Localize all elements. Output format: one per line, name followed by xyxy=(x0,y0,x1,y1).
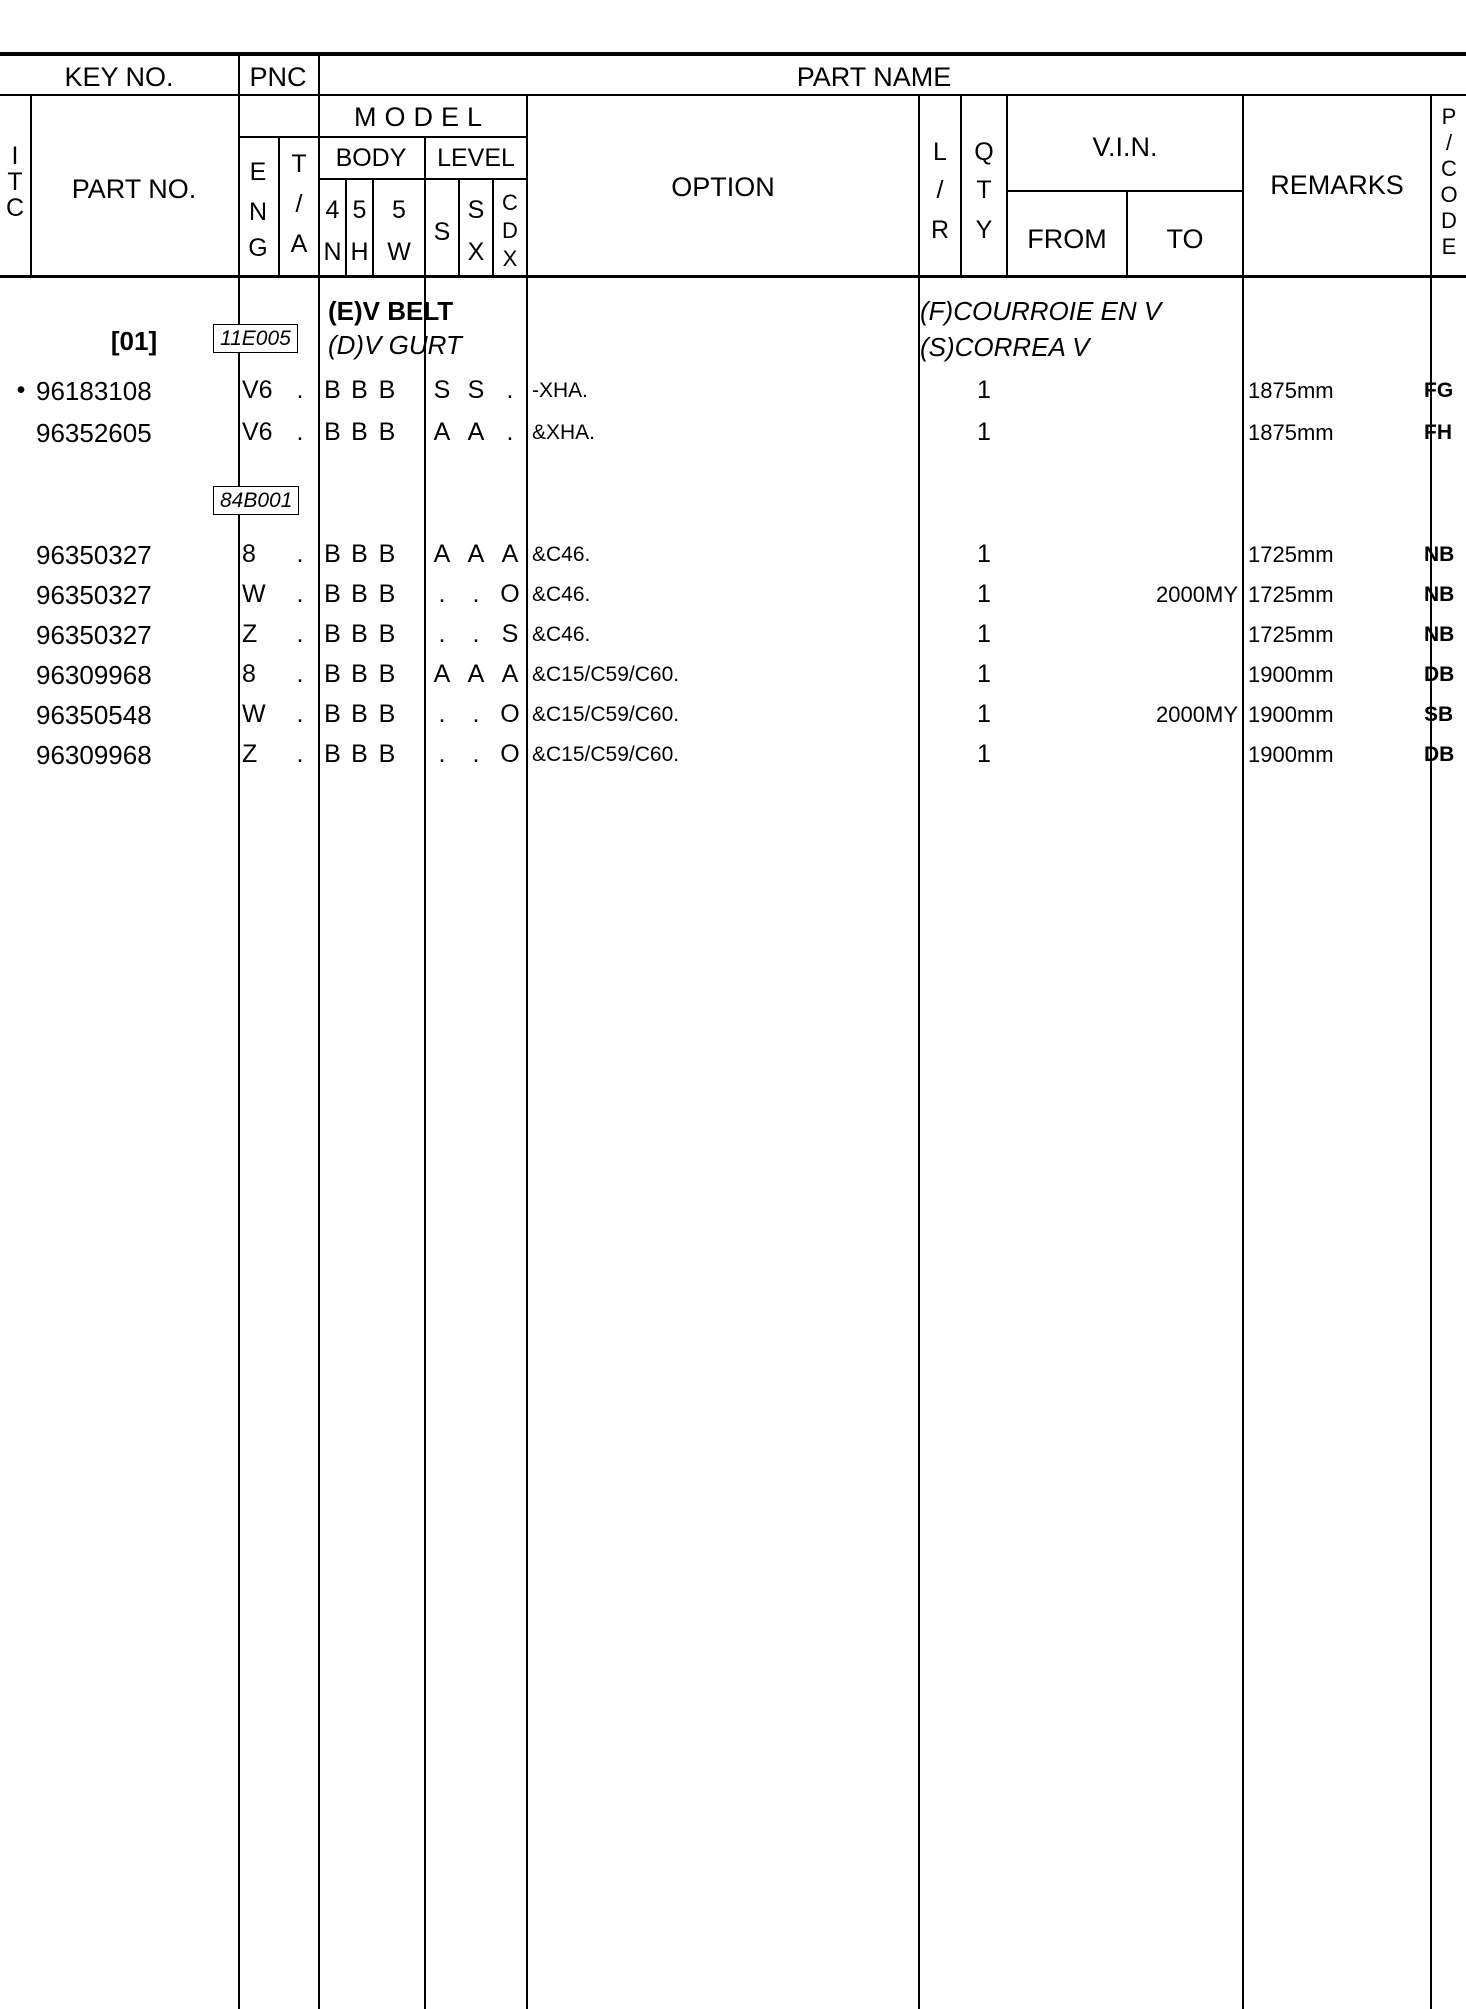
header-row1-line xyxy=(0,94,1466,96)
header-body-4: 4 xyxy=(325,196,340,224)
cell-qty: 1 xyxy=(977,418,991,446)
cell-eng: W xyxy=(242,580,266,608)
cell-b5w: B xyxy=(378,700,396,728)
cell-b5h: B xyxy=(351,580,368,608)
cell-pcode: FG xyxy=(1424,379,1454,402)
part-name-s: (S)CORREA V xyxy=(920,332,1090,362)
cell-b5h: B xyxy=(351,660,368,688)
cell-qty: 1 xyxy=(977,740,991,768)
header-pcode-5: D xyxy=(1441,208,1457,233)
cell-qty: 1 xyxy=(977,660,991,688)
pnc-box-second: 84B001 xyxy=(213,486,299,515)
cell-part: 96350327 xyxy=(36,620,152,650)
cell-ls: A xyxy=(433,418,451,446)
cell-lcdx: A xyxy=(501,660,519,688)
header-level-cdx-1: C xyxy=(502,190,518,215)
header-vin-to: TO xyxy=(1166,224,1204,254)
header-model: MODEL xyxy=(353,102,491,132)
cell-lcdx: O xyxy=(500,740,520,768)
cell-option: &C15/C59/C60. xyxy=(532,743,680,766)
col-line-remarks xyxy=(1242,94,1244,2009)
cell-b5w: B xyxy=(378,660,396,688)
cell-qty: 1 xyxy=(977,620,991,648)
cell-remarks: 1725mm xyxy=(1248,582,1334,607)
header-body-h: H xyxy=(350,238,369,266)
cell-qty: 1 xyxy=(977,700,991,728)
part-name-f: (F)COURROIE EN V xyxy=(920,296,1162,326)
header-itc-1: I xyxy=(11,142,19,170)
cell-qty: 1 xyxy=(977,540,991,568)
cell-ls: . xyxy=(438,740,446,768)
cell-pcode: NB xyxy=(1424,583,1455,606)
cell-eng: 8 xyxy=(242,660,256,688)
cell-ta: . xyxy=(296,418,304,446)
header-level-cdx-3: X xyxy=(502,246,518,271)
cell-qty: 1 xyxy=(977,580,991,608)
cell-lsx: . xyxy=(472,700,480,728)
cell-option: &C15/C59/C60. xyxy=(532,703,680,726)
cell-pcode: FH xyxy=(1424,421,1452,444)
cell-ta: . xyxy=(296,376,304,404)
header-pcode-4: O xyxy=(1440,182,1458,207)
part-name-d: (D)V GURT xyxy=(328,330,462,360)
col-line-option xyxy=(526,94,528,2009)
cell-b4n: B xyxy=(324,540,341,568)
cell-b4n: B xyxy=(324,580,341,608)
cell-to: 2000MY xyxy=(1156,582,1238,607)
header-pcode-6: E xyxy=(1441,234,1457,259)
cell-ta: . xyxy=(296,660,304,688)
cell-part: 96309968 xyxy=(36,740,152,770)
header-ta-2: / xyxy=(295,190,303,218)
cell-option: &C15/C59/C60. xyxy=(532,663,680,686)
header-key-no: KEY NO. xyxy=(64,62,174,92)
cell-remarks: 1900mm xyxy=(1248,702,1334,727)
cell-b5h: B xyxy=(351,418,368,446)
cell-lcdx: O xyxy=(500,580,520,608)
header-eng-2: N xyxy=(248,198,268,226)
header-lr-2: / xyxy=(936,176,944,204)
header-vin-from: FROM xyxy=(1027,224,1107,254)
cell-ls: . xyxy=(438,700,446,728)
cell-lcdx: O xyxy=(500,700,520,728)
header-pcode-1: P xyxy=(1441,104,1457,129)
header-qty-2: T xyxy=(976,176,992,204)
cell-b5h: B xyxy=(351,620,368,648)
col-line-lr xyxy=(918,94,920,2009)
cell-b5w: B xyxy=(378,418,396,446)
cell-remarks: 1725mm xyxy=(1248,622,1334,647)
cell-eng: 8 xyxy=(242,540,256,568)
cell-ta: . xyxy=(296,580,304,608)
header-pnc: PNC xyxy=(249,62,307,92)
cell-pcode: DB xyxy=(1424,663,1455,686)
cell-lsx: . xyxy=(472,740,480,768)
pnc-box-first: 11E005 xyxy=(213,324,298,353)
cell-b4n: B xyxy=(324,700,341,728)
cell-bullet: • xyxy=(16,376,26,404)
cell-b4n: B xyxy=(324,418,341,446)
cell-ta: . xyxy=(296,540,304,568)
cell-b4n: B xyxy=(324,660,341,688)
cell-eng: W xyxy=(242,700,266,728)
header-level-cdx-2: D xyxy=(502,218,518,243)
header-lr-3: R xyxy=(930,216,950,244)
cell-lcdx: A xyxy=(501,540,519,568)
header-level-sx-1: S xyxy=(467,196,485,224)
header-body-w: W xyxy=(387,238,411,266)
cell-b5h: B xyxy=(351,740,368,768)
cell-lcdx: . xyxy=(506,376,514,404)
cell-lsx: S xyxy=(467,376,485,404)
cell-to: 2000MY xyxy=(1156,702,1238,727)
cell-part: 96309968 xyxy=(36,660,152,690)
cell-lcdx: S xyxy=(501,620,519,648)
header-level-sx-2: X xyxy=(467,238,485,266)
cell-lsx: A xyxy=(467,418,485,446)
cell-b4n: B xyxy=(324,620,341,648)
cell-b5w: B xyxy=(378,740,396,768)
header-part-no: PART NO. xyxy=(71,174,197,204)
cell-b5w: B xyxy=(378,540,396,568)
cell-option: &XHA. xyxy=(532,421,596,444)
header-option: OPTION xyxy=(671,172,775,202)
cell-option: &C46. xyxy=(532,543,591,566)
cell-b5w: B xyxy=(378,620,396,648)
header-qty-3: Y xyxy=(975,216,993,244)
cell-remarks: 1725mm xyxy=(1248,542,1334,567)
cell-lsx: A xyxy=(467,660,485,688)
cell-eng: Z xyxy=(242,620,258,648)
cell-b5h: B xyxy=(351,700,368,728)
cell-ls: A xyxy=(433,660,451,688)
cell-lcdx: . xyxy=(506,418,514,446)
cell-b5w: B xyxy=(378,376,396,404)
header-itc-2: T xyxy=(7,168,23,196)
cell-part: 96350327 xyxy=(36,580,152,610)
cell-ls: S xyxy=(433,376,451,404)
cell-eng: V6 xyxy=(242,376,273,404)
cell-option: &C46. xyxy=(532,623,591,646)
cell-ta: . xyxy=(296,620,304,648)
body-level-line xyxy=(318,178,528,180)
cell-b4n: B xyxy=(324,376,341,404)
cell-lsx: A xyxy=(467,540,485,568)
cell-eng: Z xyxy=(242,740,258,768)
cell-remarks: 1875mm xyxy=(1248,420,1334,445)
cell-lsx: . xyxy=(472,620,480,648)
header-qty-1: Q xyxy=(974,138,994,166)
header-part-name: PART NAME xyxy=(796,62,952,92)
cell-b5w: B xyxy=(378,580,396,608)
cell-part: 96350548 xyxy=(36,700,152,730)
cell-lsx: . xyxy=(472,580,480,608)
cell-remarks: 1900mm xyxy=(1248,742,1334,767)
cell-ta: . xyxy=(296,740,304,768)
cell-pcode: NB xyxy=(1424,543,1455,566)
group-key: [01] xyxy=(110,326,158,356)
cell-remarks: 1900mm xyxy=(1248,662,1334,687)
cell-ls: . xyxy=(438,580,446,608)
header-eng-1: E xyxy=(249,158,267,186)
header-eng-3: G xyxy=(248,234,268,262)
cell-option: &C46. xyxy=(532,583,591,606)
header-ta-1: T xyxy=(291,150,307,178)
cell-ls: A xyxy=(433,540,451,568)
header-body-5h: 5 xyxy=(352,196,367,224)
cell-b5h: B xyxy=(351,376,368,404)
cell-qty: 1 xyxy=(977,376,991,404)
header-level: LEVEL xyxy=(437,144,515,172)
cell-b5h: B xyxy=(351,540,368,568)
header-lr-1: L xyxy=(933,138,947,166)
cell-part: 96183108 xyxy=(36,376,152,406)
cell-remarks: 1875mm xyxy=(1248,378,1334,403)
header-ta-3: A xyxy=(290,230,308,258)
cell-part: 96350327 xyxy=(36,540,152,570)
cell-pcode: SB xyxy=(1424,703,1454,726)
cell-pcode: DB xyxy=(1424,743,1455,766)
header-body-n: N xyxy=(323,238,342,266)
cell-pcode: NB xyxy=(1424,623,1455,646)
header-body-5w: 5 xyxy=(392,196,406,224)
header-remarks: REMARKS xyxy=(1270,170,1404,200)
header-itc-3: C xyxy=(5,194,25,222)
cell-ls: . xyxy=(438,620,446,648)
header-vin: V.I.N. xyxy=(1092,132,1158,162)
col-line-pnc-right xyxy=(318,56,320,2009)
cell-ta: . xyxy=(296,700,304,728)
header-body: BODY xyxy=(335,144,407,172)
header-pcode-3: C xyxy=(1441,156,1457,181)
header-bottom-line xyxy=(0,275,1466,278)
cell-b4n: B xyxy=(324,740,341,768)
top-border xyxy=(0,52,1466,56)
model-line xyxy=(238,136,528,138)
cell-option: -XHA. xyxy=(532,379,589,402)
cell-part: 96352605 xyxy=(36,418,152,448)
col-line-body xyxy=(424,136,426,2009)
part-name-e: (E)V BELT xyxy=(328,296,454,326)
cell-eng: V6 xyxy=(242,418,273,446)
header-pcode-2: / xyxy=(1445,130,1453,155)
header-level-s: S xyxy=(433,218,451,246)
